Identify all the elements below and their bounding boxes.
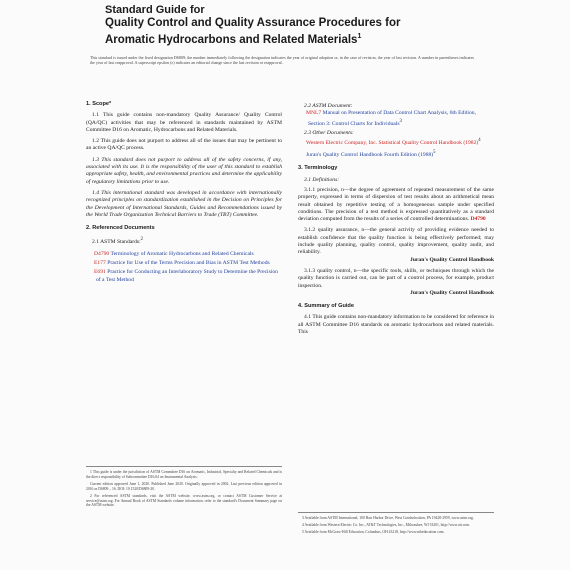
reference-item[interactable] <box>298 137 494 147</box>
left-column <box>86 95 282 286</box>
title-footnote-mark: 1 <box>357 33 362 40</box>
definition-qc-text: 3.1.3 quality control, n—the specific tools, skills, or techniques through which the quality function is carried out, can be part of a control process, for example, product inspection. <box>298 267 494 289</box>
definition-quality-control <box>298 268 494 297</box>
reference-item[interactable] <box>298 110 494 127</box>
footnote: 4 Available from Western Electric Co. Inc., AT&T Technologies, Inc., Milwaukee, WI 53201, http://www.att.com. <box>302 523 471 528</box>
section-2-heading: 2. Referenced Documents <box>86 225 155 232</box>
para-2-1 <box>86 236 282 246</box>
title-line-1: Standard Guide for <box>105 4 205 16</box>
footnote: 3 Available from ASTM International, 100 Barr Harbor Drive, West Conshohocken, PA 19428-2959, www.astm.org. <box>302 516 474 520</box>
reference-code[interactable]: E691 <box>94 269 106 276</box>
reference-title[interactable]: Western Electric Company, Inc. Statistical Quality Control Handbook (1982) <box>306 139 479 146</box>
title-line-3 <box>105 30 465 47</box>
reference-title[interactable]: Practice for Conducting an Interlaboratory Study to Determine the Precision of a Test Method <box>96 269 278 283</box>
title-line-3-text: Aromatic Hydrocarbons and Related Materials <box>105 33 358 46</box>
right-column <box>298 103 494 340</box>
section-4-heading: 4. Summary of Guide <box>298 303 354 310</box>
definition-precision <box>298 187 494 223</box>
para-2-2: 2.2 ASTM Document: <box>304 103 353 109</box>
reference-title[interactable]: Manual on Presentation of Data Control Chart Analysis, 6th Edition, Section 3: Control Charts for Individuals <box>308 110 476 127</box>
para-1-3: 1.3 This standard does not purport to address all of the safety concerns, if any, associated with its use. It is the responsibility of the user of this standard to establish appropriate safety, health, and environmental practices and determine the applicability of regulatory limitations prior to use. <box>86 156 282 185</box>
para-3-1: 3.1 Definitions: <box>304 176 340 183</box>
reference-title[interactable]: Juran's Quality Control Handbook Fourth Edition (1988) <box>306 152 434 159</box>
right-footnotes <box>298 512 494 538</box>
para-1-1: 1.1 This guide contains non-mandatory Quality Assurance/ Quality Control (QA/QC) activities that may be referenced in standards maintained by ASTM Committee D16 on Aromatic, Hydrocarbons and Related Materials. <box>86 112 282 133</box>
document-title <box>105 4 465 47</box>
para-2-1-sup: 2 <box>140 237 143 243</box>
reference-sup: 3 <box>399 118 402 124</box>
para-1-4: 1.4 This international standard was developed in accordance with internationally recognized principles on standardization established in the Decision on Principles for the Development of International Standards, Guides and Recommendations issued by the World Trade Organization Technical Barriers to Trade (TBT) Committee. <box>86 189 282 218</box>
reference-code[interactable]: E177 <box>94 259 106 266</box>
footnote: 1 This guide is under the jurisdiction of ASTM Committee D16 on Aromatic, Industrial, Specialty and Related Chemicals and is the direct responsibility of Subcommittee D16.04 on Instrumental Analysis. <box>86 470 282 479</box>
definition-source: Juran's Quality Control Handbook <box>410 256 494 263</box>
title-line-2: Quality Control and Quality Assurance Procedures for <box>105 17 401 29</box>
para-2-1-text: 2.1 ASTM Standards: <box>92 239 141 246</box>
para-1-2: 1.2 This guide does not purport to address all of the issues that may be pertinent to an active QA/QC process. <box>86 138 282 152</box>
footnote: Current edition approved June 1, 2020. Published June 2020. Originally approved in 2002. Last previous edition approved in 2016 as D6809 – 16. DOI: 10.1520/D6809-20. <box>86 481 282 491</box>
footnote: 5 Available from McGraw-Hill Education, Columbus, OH 43218, http://www.mheducation.com. <box>302 530 445 535</box>
definition-qa-text: 3.1.2 quality assurance, n—the general activity of providing evidence needed to establish confidence that the quality function is being effectively performed; may include quality planning, quality control, quality improvement, quality audit, and reliability. <box>298 227 494 256</box>
definition-quality-assurance <box>298 227 494 263</box>
reference-item[interactable] <box>86 260 282 267</box>
reference-title[interactable]: Practice for Use of the Terms Precision and Bias in ASTM Test Methods <box>107 259 270 266</box>
definition-precision-text: 3.1.1 precision, n—the degree of agreement of repeated measurement of the same property, expressed in terms of dispersion of test results about an arithmetical mean result obtained by repetitive testing of a homogeneous sample under specified conditions. The precision of a test method is expressed quantitatively as a standard deviation computed from the results of a series of controlled determinations. <box>298 186 494 223</box>
reference-sup: 4 <box>478 138 481 144</box>
reference-item[interactable] <box>298 149 494 159</box>
definition-source: Juran's Quality Control Handbook <box>410 289 494 296</box>
reference-sup: 5 <box>433 150 436 156</box>
para-4-1: 4.1 This guide contains non-mandatory information to be considered for reference in all ASTM Committee D16 standards on aromatic hydrocarbons and related materials. This <box>298 314 494 335</box>
reference-title[interactable]: Terminology of Aromatic Hydrocarbons and Related Chemicals <box>110 250 254 257</box>
footnote: 2 For referenced ASTM standards, visit the ASTM website, www.astm.org, or contact ASTM Customer Service at service@astm.org. For Annual Book of ASTM Standards volume information, refer to the standard's Document Summary page on the ASTM website. <box>86 493 282 508</box>
left-footnotes <box>86 466 282 510</box>
section-3-heading: 3. Terminology <box>298 165 338 172</box>
reference-item[interactable] <box>86 251 282 258</box>
definition-source-code[interactable]: D4790 <box>470 216 486 223</box>
para-2-3: 2.3 Other Documents: <box>304 129 354 136</box>
section-1-heading: 1. Scope* <box>86 101 112 107</box>
designation-notice: This standard is issued under the fixed designation D6809; the number immediately following the designation indicates the year of original adoption or, in the case of revision, the year of last revision. A number in parentheses indicates the year of last reapproval. A superscript epsilon (ε) indicates an editorial change since the last revision or reapproval. <box>90 55 474 66</box>
reference-code[interactable]: D4790 <box>94 250 110 257</box>
reference-code[interactable]: MNL7 <box>306 110 322 117</box>
reference-item[interactable] <box>86 269 282 284</box>
